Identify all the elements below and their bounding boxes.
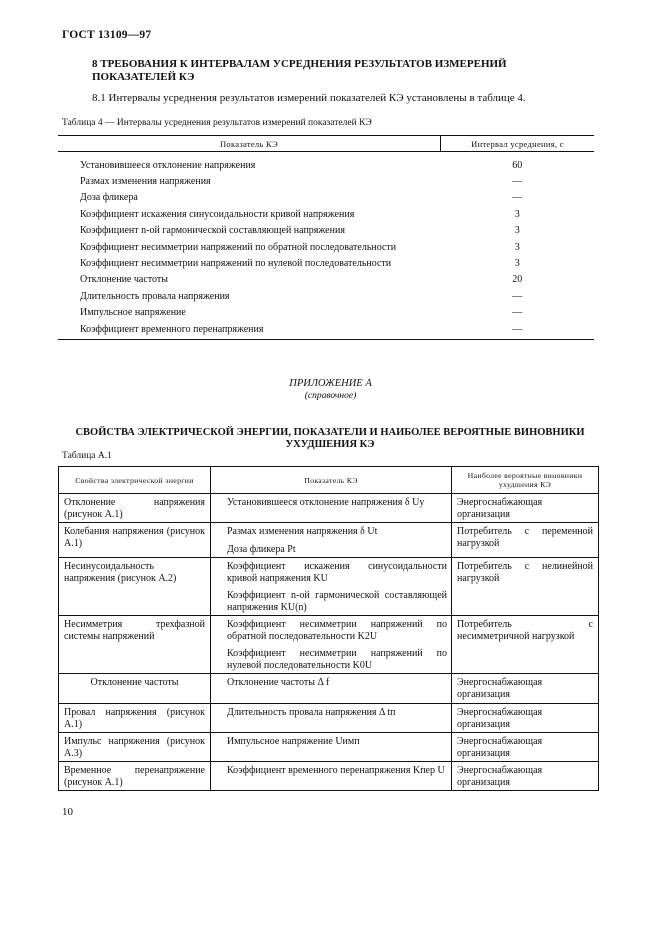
table-row bbox=[58, 223, 594, 239]
property-cell: Импульс напряжения (рисунок А.3) bbox=[59, 733, 211, 762]
table-row bbox=[58, 305, 594, 321]
table-a1-header-culprit: Наиболее вероятные виновники ухудшения КЭ bbox=[452, 467, 599, 494]
culprit-cell: Энергоснабжающая организация bbox=[452, 674, 599, 704]
interval-value: 3 bbox=[514, 241, 520, 253]
culprit-cell: Потребитель с переменной нагрузкой bbox=[452, 523, 599, 558]
culprit-cell: Потребитель с нелинейной нагрузкой bbox=[452, 558, 599, 616]
indicator-name: Коэффициент несимметрии напряжений по нулевой последовательности bbox=[80, 258, 392, 270]
table-row bbox=[58, 288, 594, 304]
indicator-cell bbox=[211, 558, 452, 616]
page-number: 10 bbox=[62, 806, 73, 818]
appendix-type: (справочное) bbox=[304, 391, 357, 401]
document-code: ГОСТ 13109—97 bbox=[62, 29, 152, 41]
indicator-cell bbox=[211, 523, 452, 558]
culprit-cell: Энергоснабжающая организация bbox=[452, 494, 599, 523]
table-a1 bbox=[58, 466, 599, 791]
indicator-name: Коэффициент n-ой гармонической составляющей напряжения bbox=[80, 225, 345, 237]
property-cell: Несинусоидальность напряжения (рисунок А.2) bbox=[59, 558, 211, 616]
table-4-header-indicator: Показатель КЭ bbox=[58, 136, 441, 152]
table-row bbox=[59, 616, 599, 674]
indicator-name: Размах изменения напряжения bbox=[80, 176, 211, 188]
culprit-cell: Энергоснабжающая организация bbox=[452, 704, 599, 733]
interval-value: 3 bbox=[514, 258, 520, 270]
indicator-text: Коэффициент n-ой гармонической составляющей напряжения KU(n) bbox=[227, 590, 447, 613]
indicator-cell bbox=[211, 616, 452, 674]
indicator-text: Коэффициент несимметрии напряжений по нулевой последовательности K0U bbox=[227, 648, 447, 671]
table-row bbox=[59, 733, 599, 762]
table-a1-header-property: Свойства электрической энергии bbox=[59, 467, 211, 494]
property-cell: Отклонение напряжения (рисунок А.1) bbox=[59, 494, 211, 523]
indicator-cell: Импульсное напряжение Uимп bbox=[211, 733, 452, 762]
indicator-name: Отклонение частоты bbox=[80, 274, 168, 286]
interval-value: 60 bbox=[512, 159, 523, 171]
culprit-cell: Потребитель с несимметричной нагрузкой bbox=[452, 616, 599, 674]
interval-value: — bbox=[512, 290, 523, 302]
interval-value: — bbox=[441, 321, 595, 340]
table-4-caption: Таблица 4 — Интервалы усреднения результатов измерений показателей КЭ bbox=[62, 118, 372, 128]
culprit-cell: Энергоснабжающая организация bbox=[452, 762, 599, 791]
table-row bbox=[58, 272, 594, 288]
indicator-text: Размах изменения напряжения δ Ut bbox=[227, 526, 378, 537]
interval-value: — bbox=[512, 176, 523, 188]
indicator-cell: Коэффициент временного перенапряжения Kпер U bbox=[211, 762, 452, 791]
indicator-text: Доза фликера Pt bbox=[227, 543, 296, 555]
indicator-name: Установившееся отклонение напряжения bbox=[80, 159, 256, 171]
table-row bbox=[58, 239, 594, 255]
property-cell: Провал напряжения (рисунок А.1) bbox=[59, 704, 211, 733]
property-cell: Отклонение частоты bbox=[59, 674, 211, 704]
indicator-name: Коэффициент несимметрии напряжений по обратной последовательности bbox=[80, 241, 397, 253]
appendix-title: СВОЙСТВА ЭЛЕКТРИЧЕСКОЙ ЭНЕРГИИ, ПОКАЗАТЕЛИ И НАИБОЛЕЕ ВЕРОЯТНЫЕ ВИНОВНИКИ УХУДШЕНИЯ КЭ bbox=[75, 427, 585, 450]
interval-value: 20 bbox=[512, 274, 523, 286]
indicator-name: Коэффициент временного перенапряжения bbox=[58, 321, 441, 340]
table-row bbox=[59, 704, 599, 733]
table-row bbox=[59, 674, 599, 704]
table-row bbox=[59, 558, 599, 616]
indicator-name: Импульсное напряжение bbox=[80, 307, 186, 319]
property-cell: Несимметрия трехфазной системы напряжений bbox=[59, 616, 211, 674]
property-cell: Колебания напряжения (рисунок А.1) bbox=[59, 523, 211, 558]
indicator-cell: Установившееся отклонение напряжения δ Uy bbox=[211, 494, 452, 523]
interval-value: — bbox=[512, 192, 523, 204]
section-8-1-paragraph: 8.1 Интервалы усреднения результатов измерений показателей КЭ установлены в таблице 4. bbox=[92, 92, 526, 104]
table-row bbox=[59, 494, 599, 523]
table-row bbox=[59, 523, 599, 558]
indicator-name: Коэффициент искажения синусоидальности кривой напряжения bbox=[80, 208, 355, 220]
interval-value: — bbox=[512, 307, 523, 319]
indicator-name: Доза фликера bbox=[80, 192, 138, 204]
appendix-label: ПРИЛОЖЕНИЕ А bbox=[289, 378, 372, 389]
indicator-cell: Отклонение частоты Δ f bbox=[211, 674, 452, 704]
indicator-cell: Длительность провала напряжения Δ tп bbox=[211, 704, 452, 733]
indicator-name: Длительность провала напряжения bbox=[80, 290, 230, 302]
table-row bbox=[58, 173, 594, 189]
indicator-text: Коэффициент искажения синусоидальности кривой напряжения KU bbox=[227, 561, 447, 584]
table-row bbox=[58, 321, 594, 340]
culprit-cell: Энергоснабжающая организация bbox=[452, 733, 599, 762]
table-a1-caption: Таблица А.1 bbox=[62, 451, 112, 461]
section-8-heading: 8 ТРЕБОВАНИЯ К ИНТЕРВАЛАМ УСРЕДНЕНИЯ РЕЗУЛЬТАТОВ ИЗМЕРЕНИЙ ПОКАЗАТЕЛЕЙ КЭ bbox=[92, 58, 507, 83]
table-row bbox=[58, 206, 594, 222]
table-row bbox=[58, 190, 594, 206]
table-row bbox=[58, 157, 594, 173]
indicator-text: Коэффициент несимметрии напряжений по обратной последовательности K2U bbox=[227, 619, 447, 642]
interval-value: 3 bbox=[514, 208, 520, 220]
interval-value: 3 bbox=[514, 225, 520, 237]
table-a1-header-indicator: Показатель КЭ bbox=[211, 467, 452, 494]
table-row bbox=[58, 255, 594, 271]
table-4-header-interval: Интервал усреднения, с bbox=[441, 136, 595, 152]
property-cell: Временное перенапряжение (рисунок А.1) bbox=[59, 762, 211, 791]
table-row bbox=[59, 762, 599, 791]
table-4 bbox=[58, 135, 594, 340]
